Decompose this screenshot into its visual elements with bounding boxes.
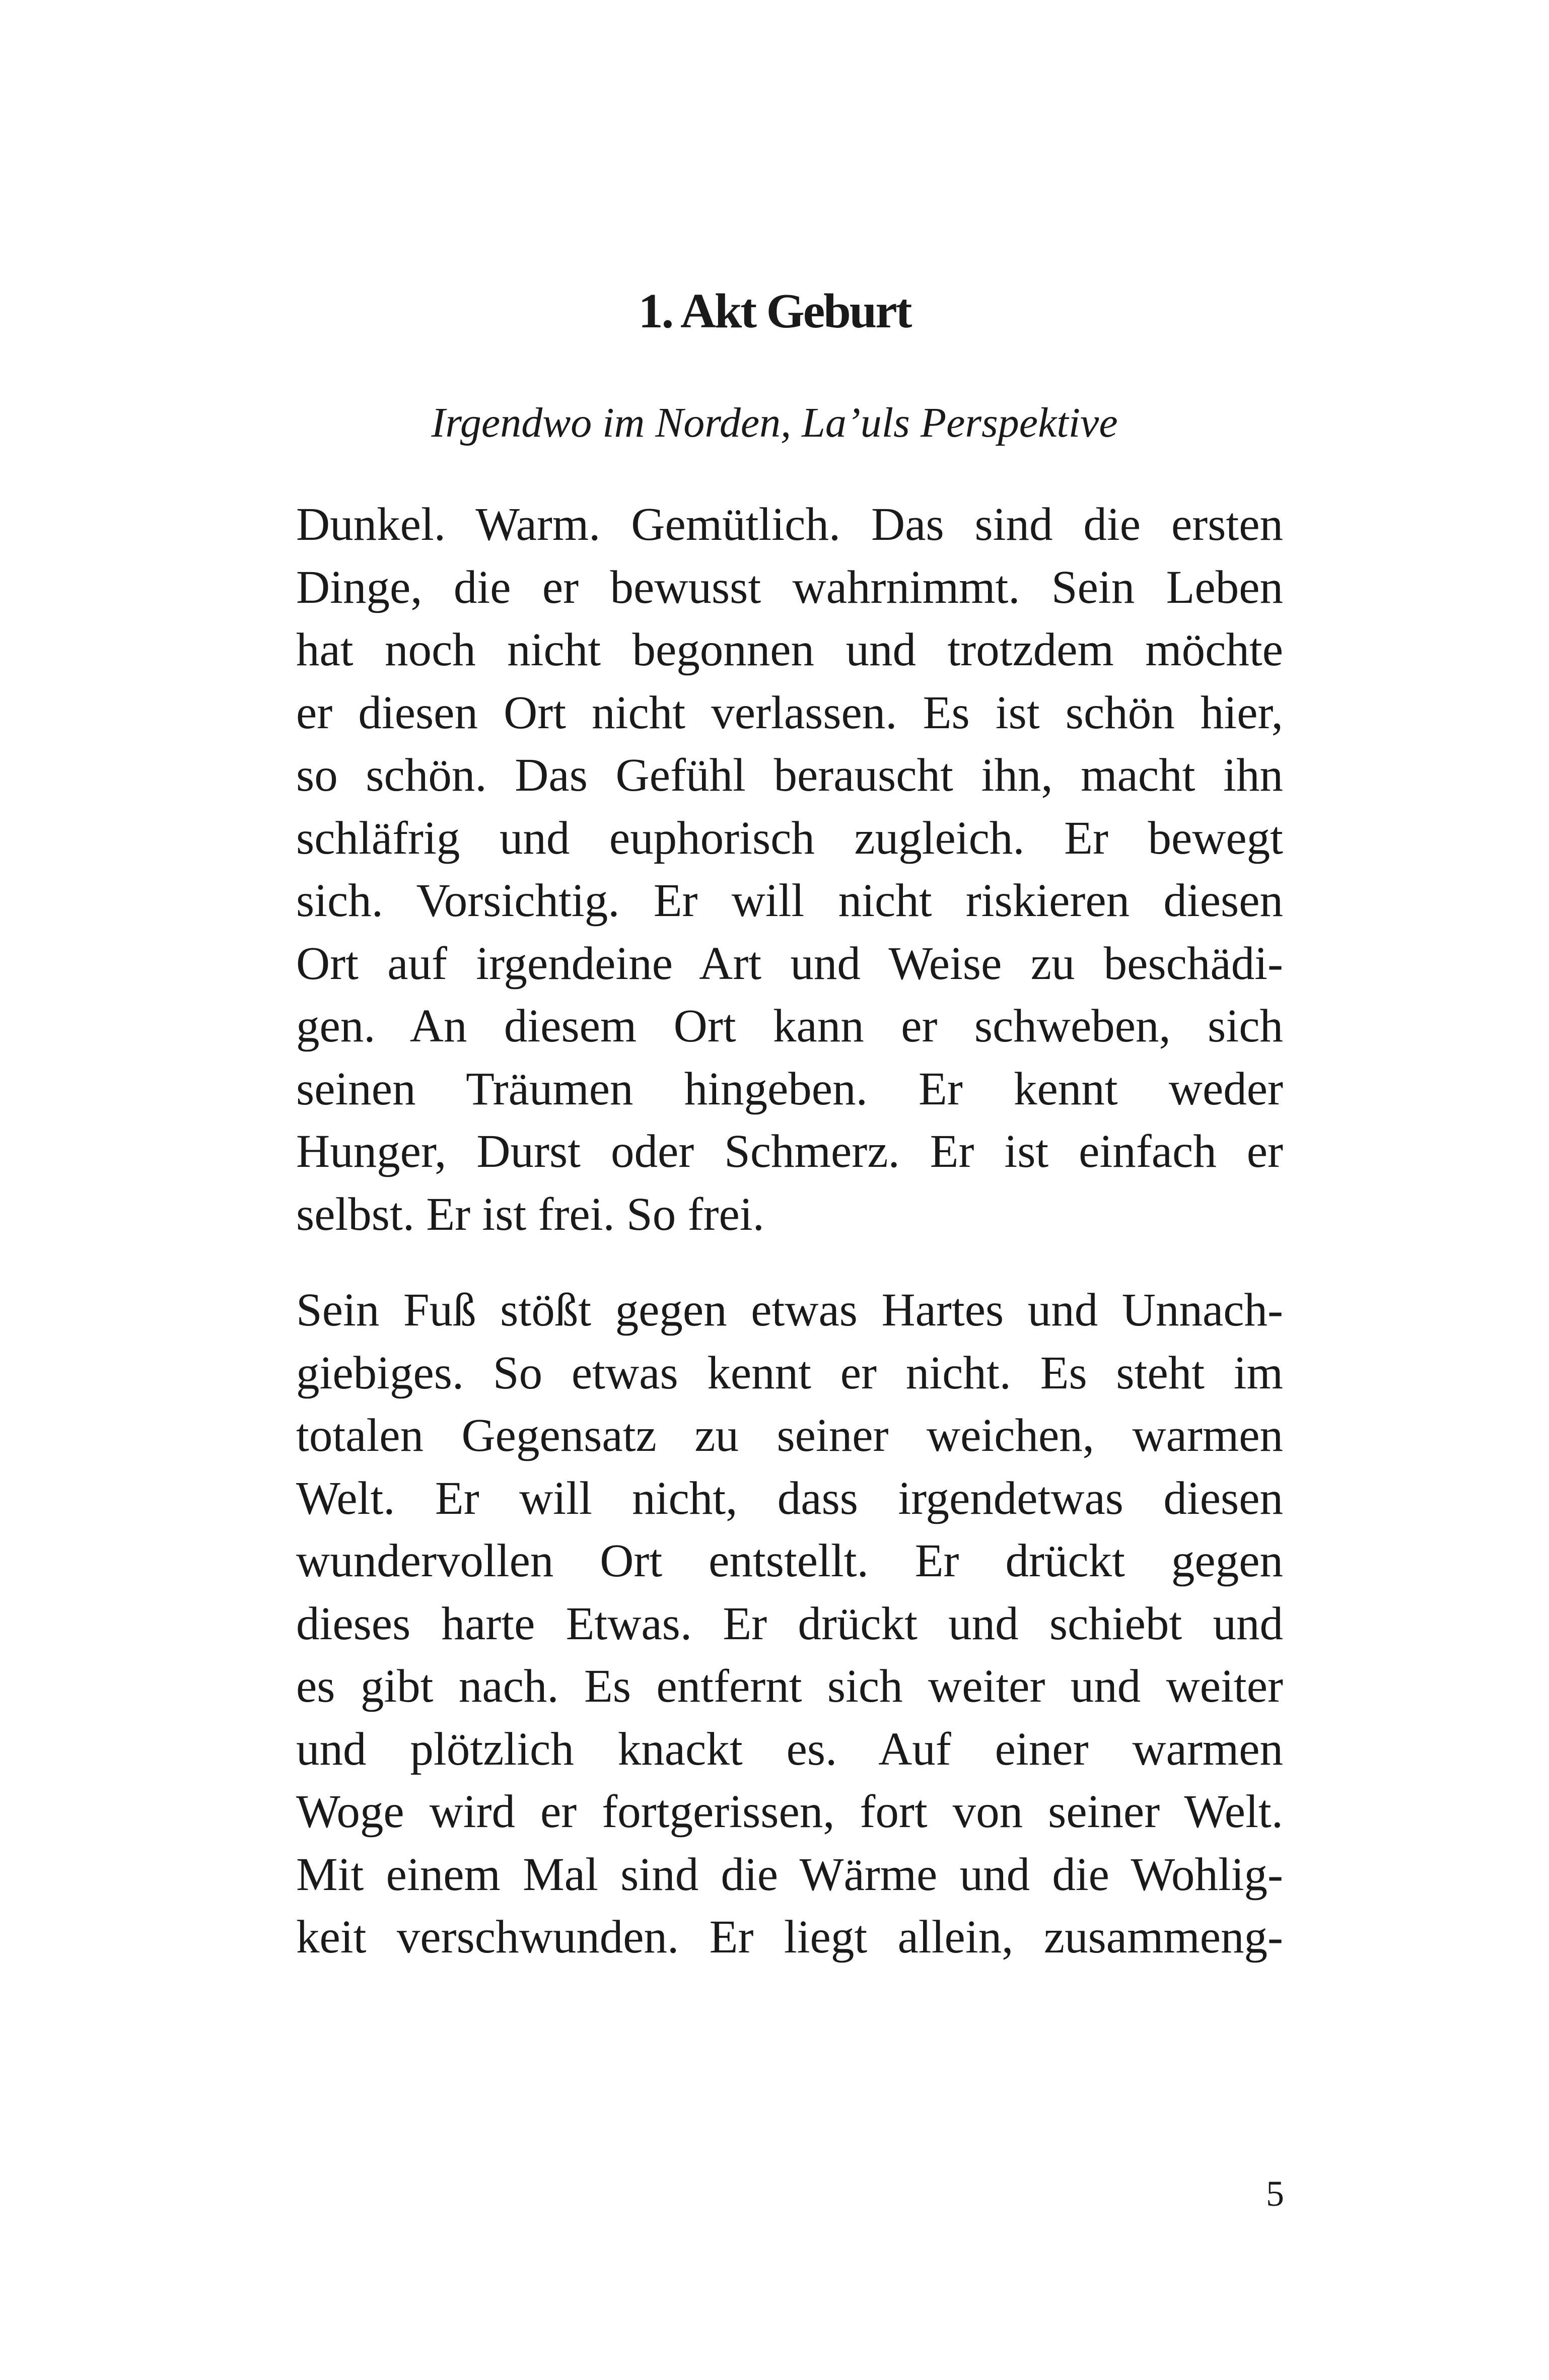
text-line: er diesen Ort nicht verlassen. Es ist schön hier, [296,686,1283,739]
text-line: Mit einem Mal sind die Wärme und die Wohlig- [296,1848,1283,1901]
text-line: Ort auf irgendeine Art und Weise zu beschädi- [296,937,1283,990]
text-line: Dinge, die er bewusst wahrnimmt. Sein Leben [296,561,1283,613]
text-line: Hunger, Durst oder Schmerz. Er ist einfach er [296,1126,1283,1177]
text-line: giebiges. So etwas kennt er nicht. Es steht im [296,1347,1283,1399]
text-line: es gibt nach. Es entfernt sich weiter und weiter [296,1660,1283,1712]
text-line: keit verschwunden. Er liegt allein, zusammeng- [296,1911,1283,1963]
text-line: Woge wird er fortgerissen, fort von seiner Welt. [296,1786,1283,1838]
text-line: und plötzlich knackt es. Auf einer warmen [296,1723,1283,1775]
text-line: schläfrig und euphorisch zugleich. Er bewegt [296,812,1283,864]
text-line: selbst. Er ist frei. So frei. [296,1188,764,1240]
chapter-subtitle: Irgendwo im Norden, La’uls Perspektive [431,399,1118,446]
text-line: gen. An diesem Ort kann er schweben, sich [296,1000,1283,1052]
text-line: totalen Gegensatz zu seiner weichen, warmen [296,1410,1283,1461]
text-line: wundervollen Ort entstellt. Er drückt gegen [296,1535,1283,1587]
text-line: dieses harte Etwas. Er drückt und schiebt und [296,1597,1283,1650]
text-line: hat noch nicht begonnen und trotzdem möchte [296,624,1283,676]
paragraph-2 [296,1279,1283,1969]
chapter-title: 1. Akt Geburt [638,284,911,338]
text-line: Sein Fuß stößt gegen etwas Hartes und Unnach- [296,1284,1283,1336]
text-line: seinen Träumen hingeben. Er kennt weder [296,1063,1283,1115]
paragraph-1 [296,494,1283,1246]
text-line: so schön. Das Gefühl berauscht ihn, macht ihn [296,749,1283,801]
text-line: Dunkel. Warm. Gemütlich. Das sind die ersten [296,499,1283,550]
page-number: 5 [1266,2174,1284,2214]
text-line: Welt. Er will nicht, dass irgendetwas diesen [296,1472,1283,1524]
text-line: sich. Vorsichtig. Er will nicht riskieren diesen [296,875,1283,927]
